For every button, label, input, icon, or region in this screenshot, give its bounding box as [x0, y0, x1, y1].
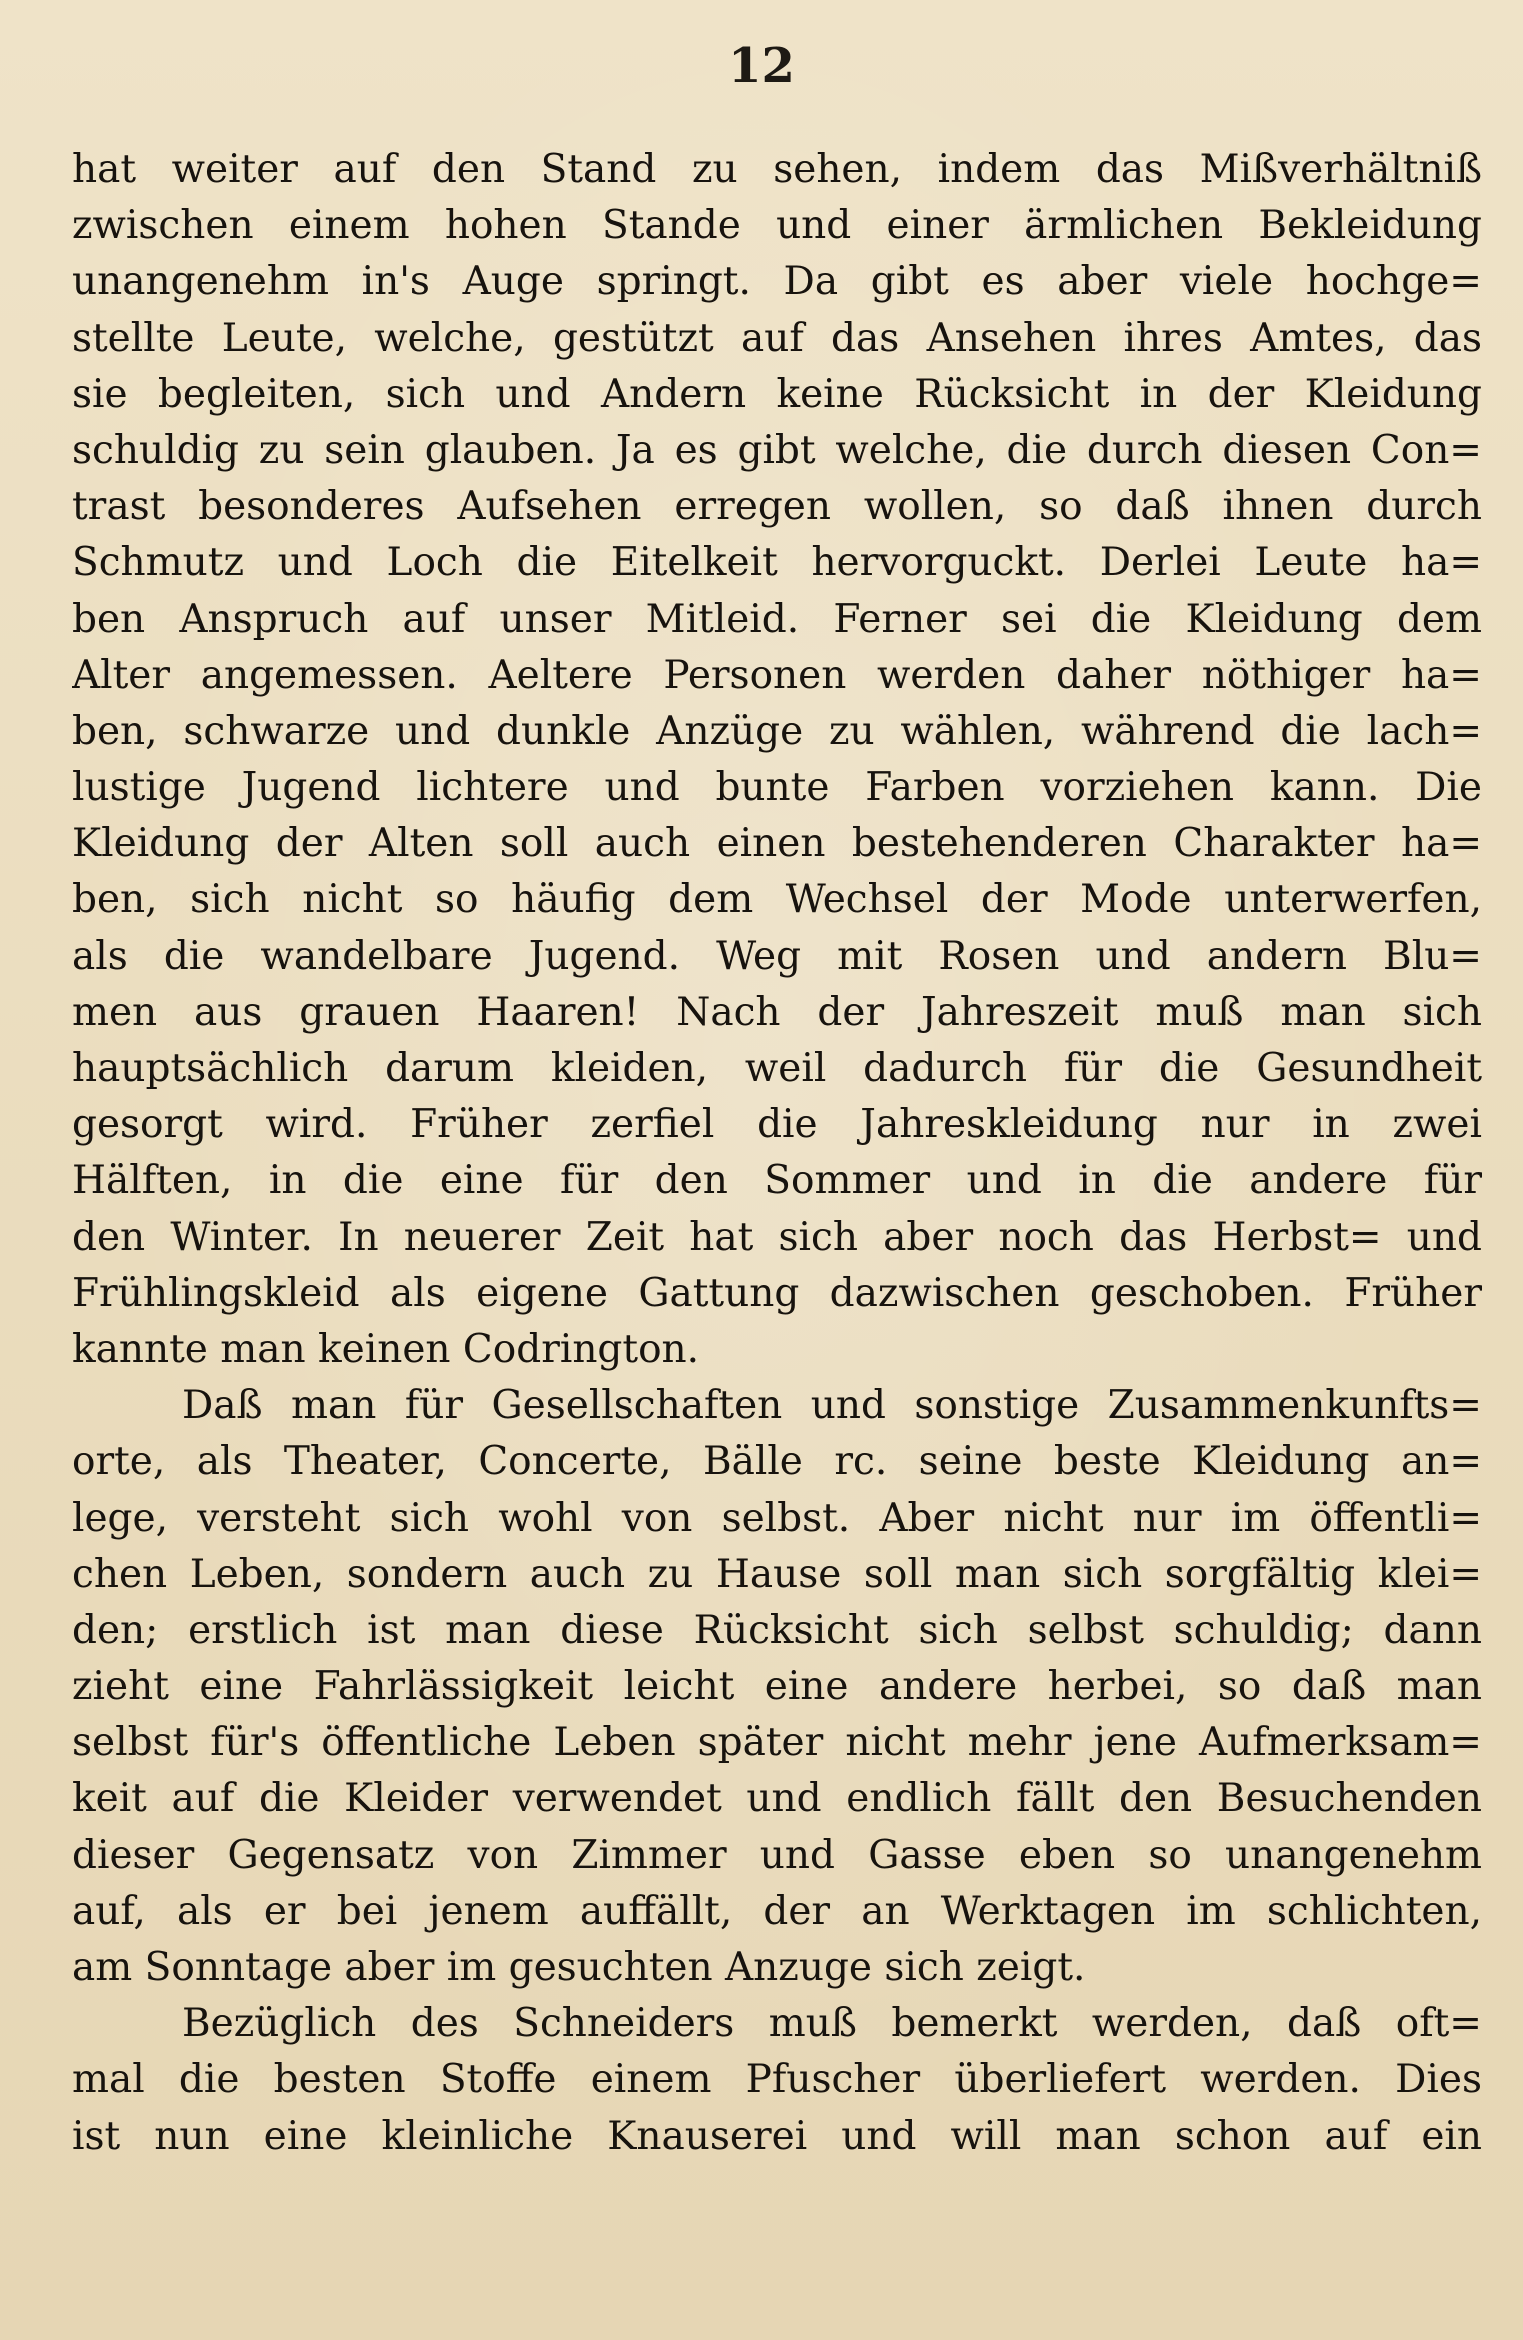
text-line: lege, versteht sich wohl von selbst. Aber nicht nur im öffentli= [72, 1495, 1482, 1541]
text-line: dieser Gegensatz von Zimmer und Gasse eben so unangenehm [72, 1832, 1482, 1878]
text-line: Daß man für Gesellschaften und sonstige Zusammenkunfts= [182, 1383, 1482, 1429]
text-line: selbst für's öffentliche Leben später nicht mehr jene Aufmerksam= [72, 1720, 1482, 1766]
text-line: als die wandelbare Jugend. Weg mit Rosen und andern Blu= [72, 933, 1482, 979]
text-line: zieht eine Fahrlässigkeit leicht eine andere herbei, so daß man [72, 1664, 1482, 1710]
text-line: den; erstlich ist man diese Rücksicht sich selbst schuldig; dann [72, 1607, 1482, 1653]
text-line: auf, als er bei jenem auffällt, der an Werktagen im schlichten, [72, 1888, 1482, 1934]
text-line: am Sonntage aber im gesuchten Anzuge sich zeigt. [72, 1945, 1086, 1990]
text-line: orte, als Theater, Concerte, Bälle rc. seine beste Kleidung an= [72, 1439, 1482, 1485]
text-line: sie begleiten, sich und Andern keine Rücksicht in der Kleidung [72, 371, 1482, 417]
text-line: ben, sich nicht so häufig dem Wechsel der Mode unterwerfen, [72, 877, 1482, 923]
text-line: Alter angemessen. Aeltere Personen werden daher nöthiger ha= [72, 652, 1482, 698]
text-line: lustige Jugend lichtere und bunte Farben vorziehen kann. Die [72, 765, 1482, 811]
text-line: chen Leben, sondern auch zu Hause soll man sich sorgfältig klei= [72, 1551, 1482, 1597]
text-line: trast besonderes Aufsehen erregen wollen, so daß ihnen durch [72, 484, 1482, 530]
text-line: hauptsächlich darum kleiden, weil dadurch für die Gesundheit [72, 1046, 1482, 1091]
text-line: gesorgt wird. Früher zerfiel die Jahreskleidung nur in zwei [72, 1102, 1482, 1148]
text-line: ben, schwarze und dunkle Anzüge zu wählen, während die lach= [72, 708, 1482, 754]
body-text [72, 142, 1482, 2165]
text-line: mal die besten Stoffe einem Pfuscher überliefert werden. Dies [72, 2057, 1482, 2103]
text-line: ist nun eine kleinliche Knauserei und will man schon auf ein [72, 2113, 1482, 2159]
text-line: hat weiter auf den Stand zu sehen, indem das Mißverhältniß [72, 147, 1482, 192]
text-line: zwischen einem hohen Stande und einer ärmlichen Bekleidung [72, 203, 1482, 249]
text-line: kannte man keinen Codrington. [72, 1326, 700, 1372]
text-line: Hälften, in die eine für den Sommer und in die andere für [72, 1158, 1482, 1204]
text-line: stellte Leute, welche, gestützt auf das Ansehen ihres Amtes, das [72, 315, 1482, 361]
text-line: Kleidung der Alten soll auch einen bestehenderen Charakter ha= [72, 821, 1482, 867]
text-line: unangenehm in's Auge springt. Da gibt es aber viele hochge= [72, 259, 1482, 305]
text-line: ben Anspruch auf unser Mitleid. Ferner sei die Kleidung dem [72, 596, 1482, 642]
text-line: Schmutz und Loch die Eitelkeit hervorguckt. Derlei Leute ha= [72, 540, 1482, 586]
text-line: keit auf die Kleider verwendet und endlich fällt den Besuchenden [72, 1776, 1482, 1822]
page-number: 12 [728, 38, 795, 94]
text-line: Bezüglich des Schneiders muß bemerkt werden, daß oft= [182, 2001, 1482, 2047]
text-line: men aus grauen Haaren! Nach der Jahreszeit muß man sich [72, 989, 1482, 1035]
text-line: Frühlingskleid als eigene Gattung dazwischen geschoben. Früher [72, 1270, 1482, 1316]
text-line: den Winter. In neuerer Zeit hat sich aber noch das Herbst= und [72, 1214, 1482, 1260]
text-line: schuldig zu sein glauben. Ja es gibt welche, die durch diesen Con= [72, 427, 1482, 473]
